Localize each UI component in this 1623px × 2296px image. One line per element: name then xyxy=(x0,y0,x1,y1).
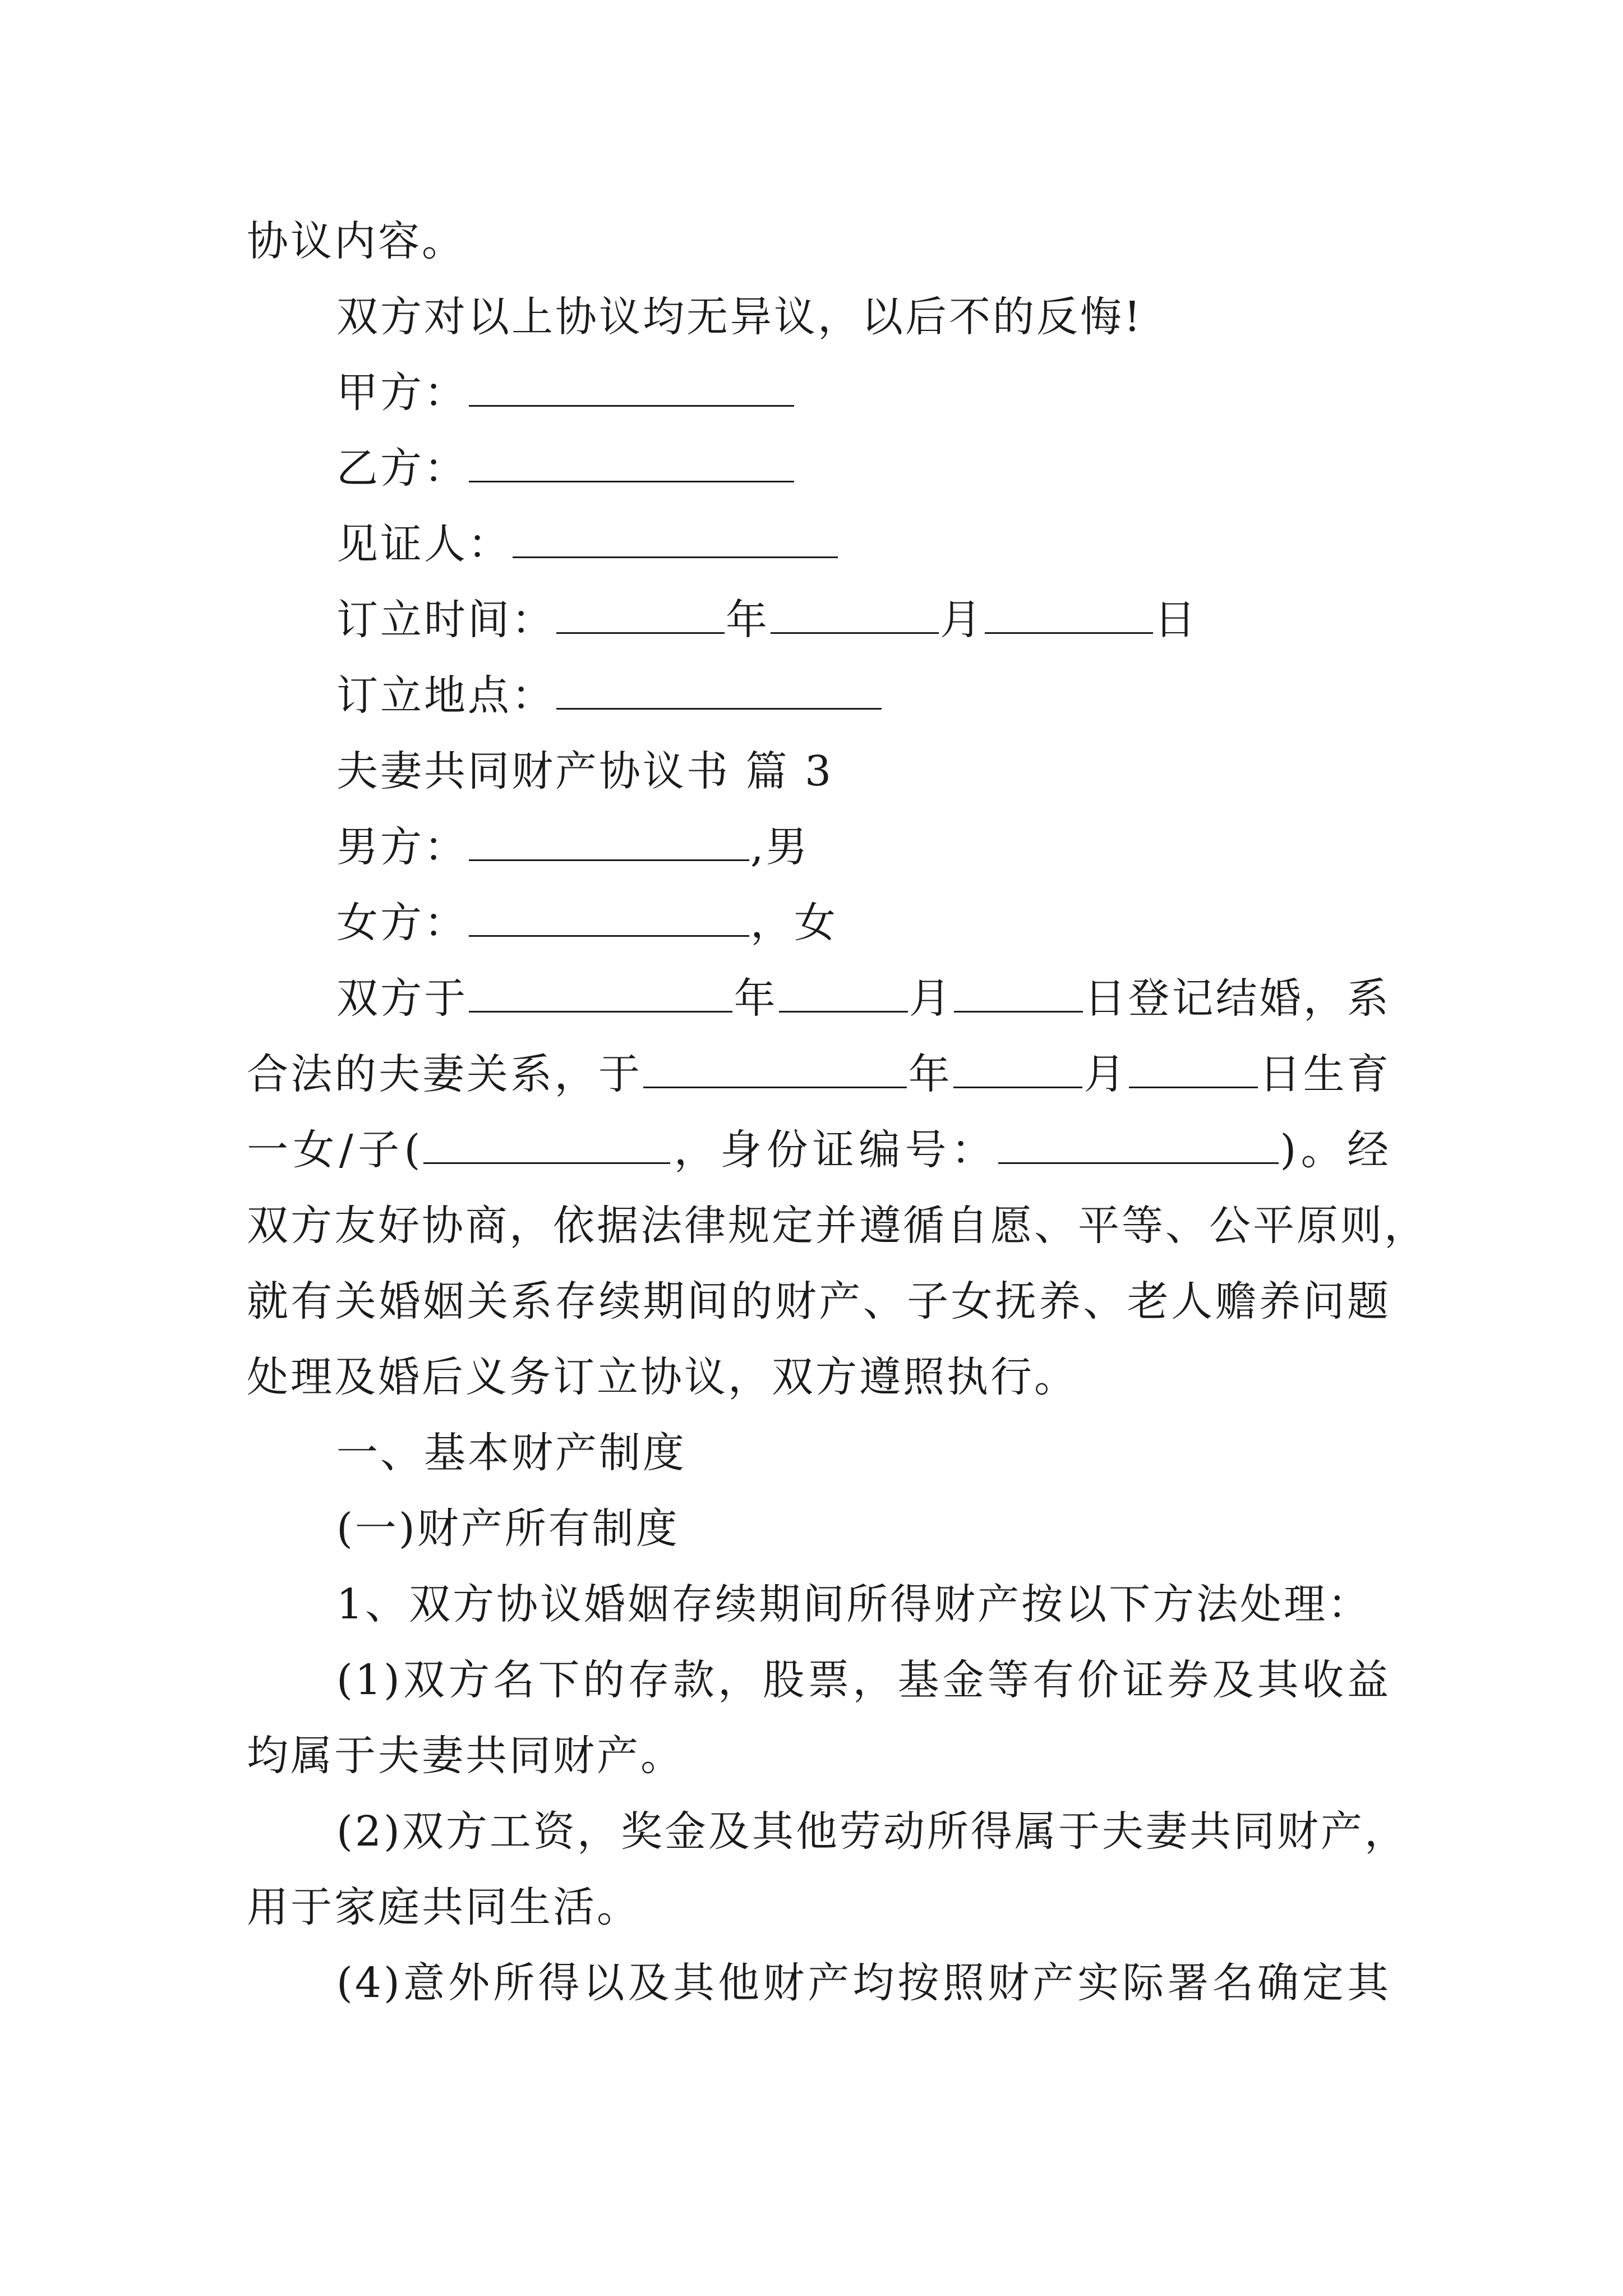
text: )。经 xyxy=(1280,1126,1391,1174)
section-title xyxy=(336,743,1391,799)
paragraph-line xyxy=(247,1273,1391,1329)
fill-blank xyxy=(953,1053,1082,1088)
text: (2)双方工资，奖金及其他劳动所得属于夫妻共同财产， xyxy=(336,1807,1408,1856)
text: 日生育 xyxy=(1258,1050,1391,1098)
text: 月 xyxy=(909,974,953,1023)
text: 双方对以上协议均无异议，以后不的反悔! xyxy=(336,293,1143,341)
text: 一女/子( xyxy=(247,1126,423,1174)
text: 日 xyxy=(1154,596,1198,644)
paragraph-line xyxy=(336,970,1391,1027)
text: 月 xyxy=(940,596,984,644)
text: 双方于 xyxy=(336,974,468,1023)
paragraph-line xyxy=(336,1803,1408,1860)
paragraph-line xyxy=(247,213,1391,269)
text: 协议内容。 xyxy=(247,217,465,265)
text: 日登记结婚，系 xyxy=(1084,974,1391,1023)
text: 1、双方协议婚姻存续期间所得财产按以下方法处理： xyxy=(336,1580,1372,1628)
paragraph-line xyxy=(247,1046,1391,1102)
label: 女方： xyxy=(336,899,468,947)
fill-blank xyxy=(469,447,794,482)
label: 乙方： xyxy=(336,444,468,493)
paragraph-line xyxy=(336,1576,1391,1632)
fill-blank xyxy=(423,1129,670,1164)
place-line xyxy=(336,668,1391,724)
text: 双方友好协商，依据法律规定并遵循自愿、平等、公平原则， xyxy=(247,1202,1428,1250)
signature-line-party-a xyxy=(336,365,1391,421)
text: 夫妻共同财产协议书 篇 3 xyxy=(336,747,834,795)
paragraph-line xyxy=(336,1652,1391,1708)
fill-blank xyxy=(469,826,749,861)
text: 一、基本财产制度 xyxy=(336,1429,686,1477)
fill-blank xyxy=(643,1053,907,1088)
text: (一)财产所有制度 xyxy=(336,1504,680,1553)
label: 甲方： xyxy=(336,369,468,417)
text: 均属于夫妻共同财产。 xyxy=(247,1732,684,1780)
paragraph-line xyxy=(247,1728,1391,1784)
heading xyxy=(336,1425,1391,1481)
text: 处理及婚后义务订立协议，双方遵照执行。 xyxy=(247,1353,1078,1401)
text: 月 xyxy=(1083,1050,1128,1098)
fill-blank xyxy=(998,1129,1279,1164)
text: 就有关婚姻关系存续期间的财产、子女抚养、老人赡养问题 xyxy=(247,1277,1391,1326)
text: ，女 xyxy=(750,899,838,947)
label: 见证人： xyxy=(336,520,511,568)
subheading xyxy=(336,1501,1391,1557)
fill-blank xyxy=(771,599,939,634)
fill-blank xyxy=(469,371,794,407)
paragraph-line xyxy=(247,1879,1391,1935)
paragraph-line xyxy=(247,1198,1428,1254)
fill-blank xyxy=(556,674,882,710)
label: 订立时间： xyxy=(336,596,555,644)
fill-blank xyxy=(985,599,1153,634)
fill-blank xyxy=(1129,1053,1258,1088)
fill-blank xyxy=(556,599,725,634)
signature-line-party-b xyxy=(336,440,1391,496)
label: 男方： xyxy=(336,823,468,871)
text: ，身份证编号： xyxy=(671,1126,998,1174)
text: (1)双方名下的存款，股票，基金等有价证券及其收益 xyxy=(336,1656,1391,1704)
paragraph-line xyxy=(336,1955,1391,2011)
female-party-line xyxy=(336,895,1391,951)
text: (4)意外所得以及其他财产均按照财产实际署名确定其 xyxy=(336,1959,1391,2007)
label: 订立地点： xyxy=(336,671,555,720)
paragraph-line xyxy=(247,1349,1391,1405)
text: ,男 xyxy=(750,823,810,871)
text: 用于家庭共同生活。 xyxy=(247,1883,640,1931)
text: 年 xyxy=(908,1050,953,1098)
fill-blank xyxy=(513,523,838,558)
date-line xyxy=(336,592,1391,648)
fill-blank xyxy=(469,977,732,1013)
male-party-line xyxy=(336,819,1391,875)
signature-line-witness xyxy=(336,516,1391,572)
fill-blank xyxy=(954,977,1083,1013)
fill-blank xyxy=(779,977,908,1013)
paragraph-line xyxy=(247,1122,1391,1178)
paragraph-line xyxy=(336,289,1391,345)
fill-blank xyxy=(469,901,749,937)
text: 年 xyxy=(734,974,778,1023)
text: 合法的夫妻关系，于 xyxy=(247,1050,643,1098)
text: 年 xyxy=(726,596,769,644)
